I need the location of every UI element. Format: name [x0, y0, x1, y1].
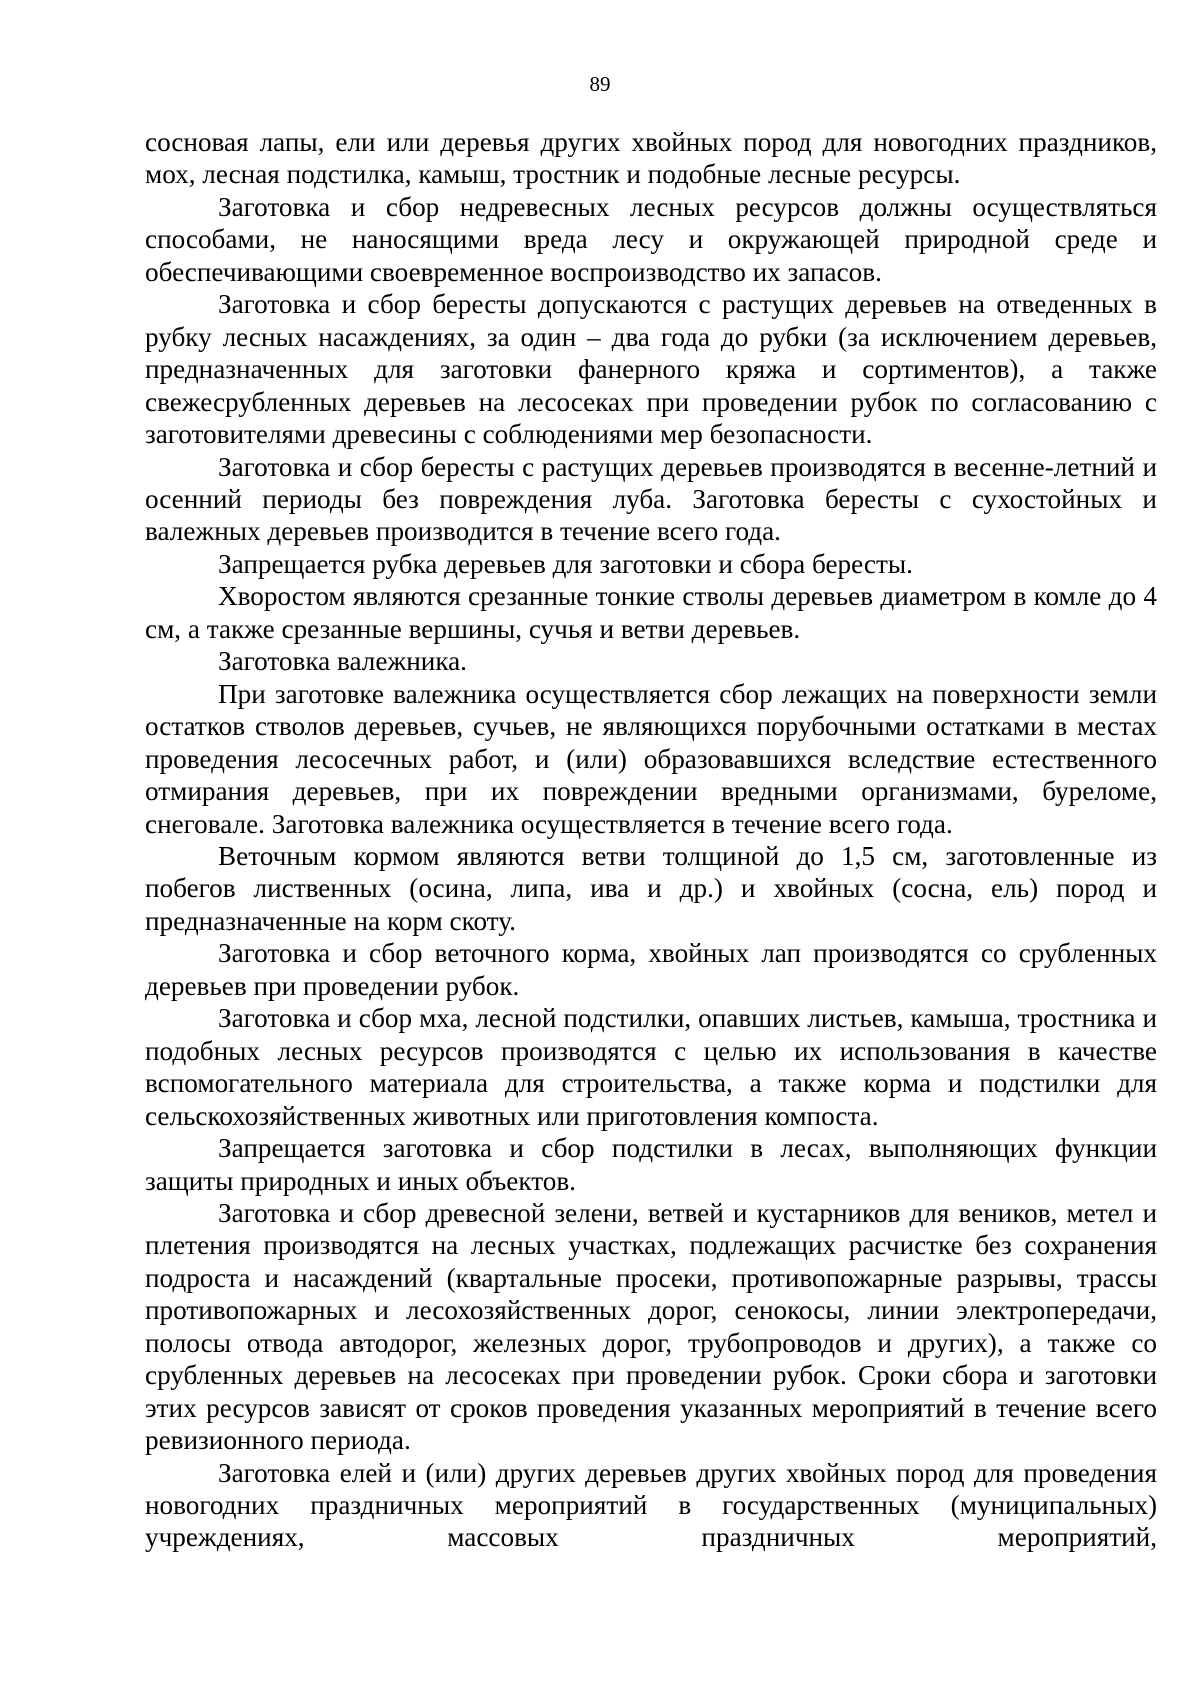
paragraph: Заготовка и сбор веточного корма, хвойных лап производятся со срубленных деревьев при проведении рубок.: [145, 938, 1157, 1001]
paragraph: Заготовка и сбор древесной зелени, ветвей и кустарников для веников, метел и плетения производятся на лесных участках, подлежащих расчистке без сохранения подроста и насаждений (квартальные просеки, противопожарные разрывы, трассы противопожарных и лесохозяйственных дорог, сенокосы, линии электропередачи, полосы отвода автодорог, железных дорог, трубопроводов и других), а также со срубленных деревьев на лесосеках при проведении рубок. Сроки сбора и заготовки этих ресурсов зависят от сроков проведения указанных мероприятий в течение всего ревизионного периода.: [145, 1197, 1157, 1456]
paragraph: Заготовка и сбор бересты с растущих деревьев производятся в весенне-летний и осенний периоды без повреждения луба. Заготовка бересты с сухостойных и валежных деревьев производится в течение всего года.: [145, 451, 1157, 547]
paragraph: При заготовке валежника осуществляется сбор лежащих на поверхности земли остатков стволов деревьев, сучьев, не являющихся порубочными остатками в местах проведения лесосечных работ, и (или) образовавшихся вследствие естественного отмирания деревьев, при их повреждении вредными организмами, буреломе, снеговале. Заготовка валежника осуществляется в течение всего года.: [145, 678, 1157, 839]
paragraph: сосновая лапы, ели или деревья других хвойных пород для новогодних праздников, мох, лесная подстилка, камыш, тростник и подобные лесные ресурсы.: [145, 127, 1157, 190]
paragraph: Запрещается рубка деревьев для заготовки и сбора бересты.: [218, 548, 913, 579]
paragraph: Заготовка елей и (или) других деревьев других хвойных пород для проведения новогодних праздничных мероприятий в государственных (муниципальных) учреждениях, массовых праздничных мероприятий,: [145, 1457, 1157, 1553]
page-number: 89: [589, 72, 611, 96]
paragraph: Запрещается заготовка и сбор подстилки в лесах, выполняющих функции защиты природных и иных объектов.: [145, 1133, 1157, 1196]
paragraph: Веточным кормом являются ветви толщиной до 1,5 см, заготовленные из побегов лиственных (осина, липа, ива и др.) и хвойных (сосна, ель) пород и предназначенные на корм скоту.: [145, 840, 1157, 936]
document-body: [145, 126, 1157, 1554]
paragraph: Заготовка и сбор бересты допускаются с растущих деревьев на отведенных в рубку лесных насаждениях, за один – два года до рубки (за исключением деревьев, предназначенных для заготовки фанерного кряжа и сортиментов), а также свежесрубленных деревьев на лесосеках при проведении рубок по согласованию с заготовителями древесины с соблюдениями мер безопасности.: [145, 289, 1157, 450]
paragraph: Заготовка и сбор недревесных лесных ресурсов должны осуществляться способами, не наносящими вреда лесу и окружающей природной среде и обеспечивающими своевременное воспроизводство их запасов.: [145, 191, 1157, 287]
paragraph: Хворостом являются срезанные тонкие стволы деревьев диаметром в комле до 4 см, а также срезанные вершины, сучья и ветви деревьев.: [145, 581, 1157, 644]
paragraph: Заготовка и сбор мха, лесной подстилки, опавших листьев, камыша, тростника и подобных лесных ресурсов производятся с целью их использования в качестве вспомогательного материала для строительства, а также корма и подстилки для сельскохозяйственных животных или приготовления компоста.: [145, 1003, 1157, 1131]
paragraph: Заготовка валежника.: [218, 646, 467, 677]
